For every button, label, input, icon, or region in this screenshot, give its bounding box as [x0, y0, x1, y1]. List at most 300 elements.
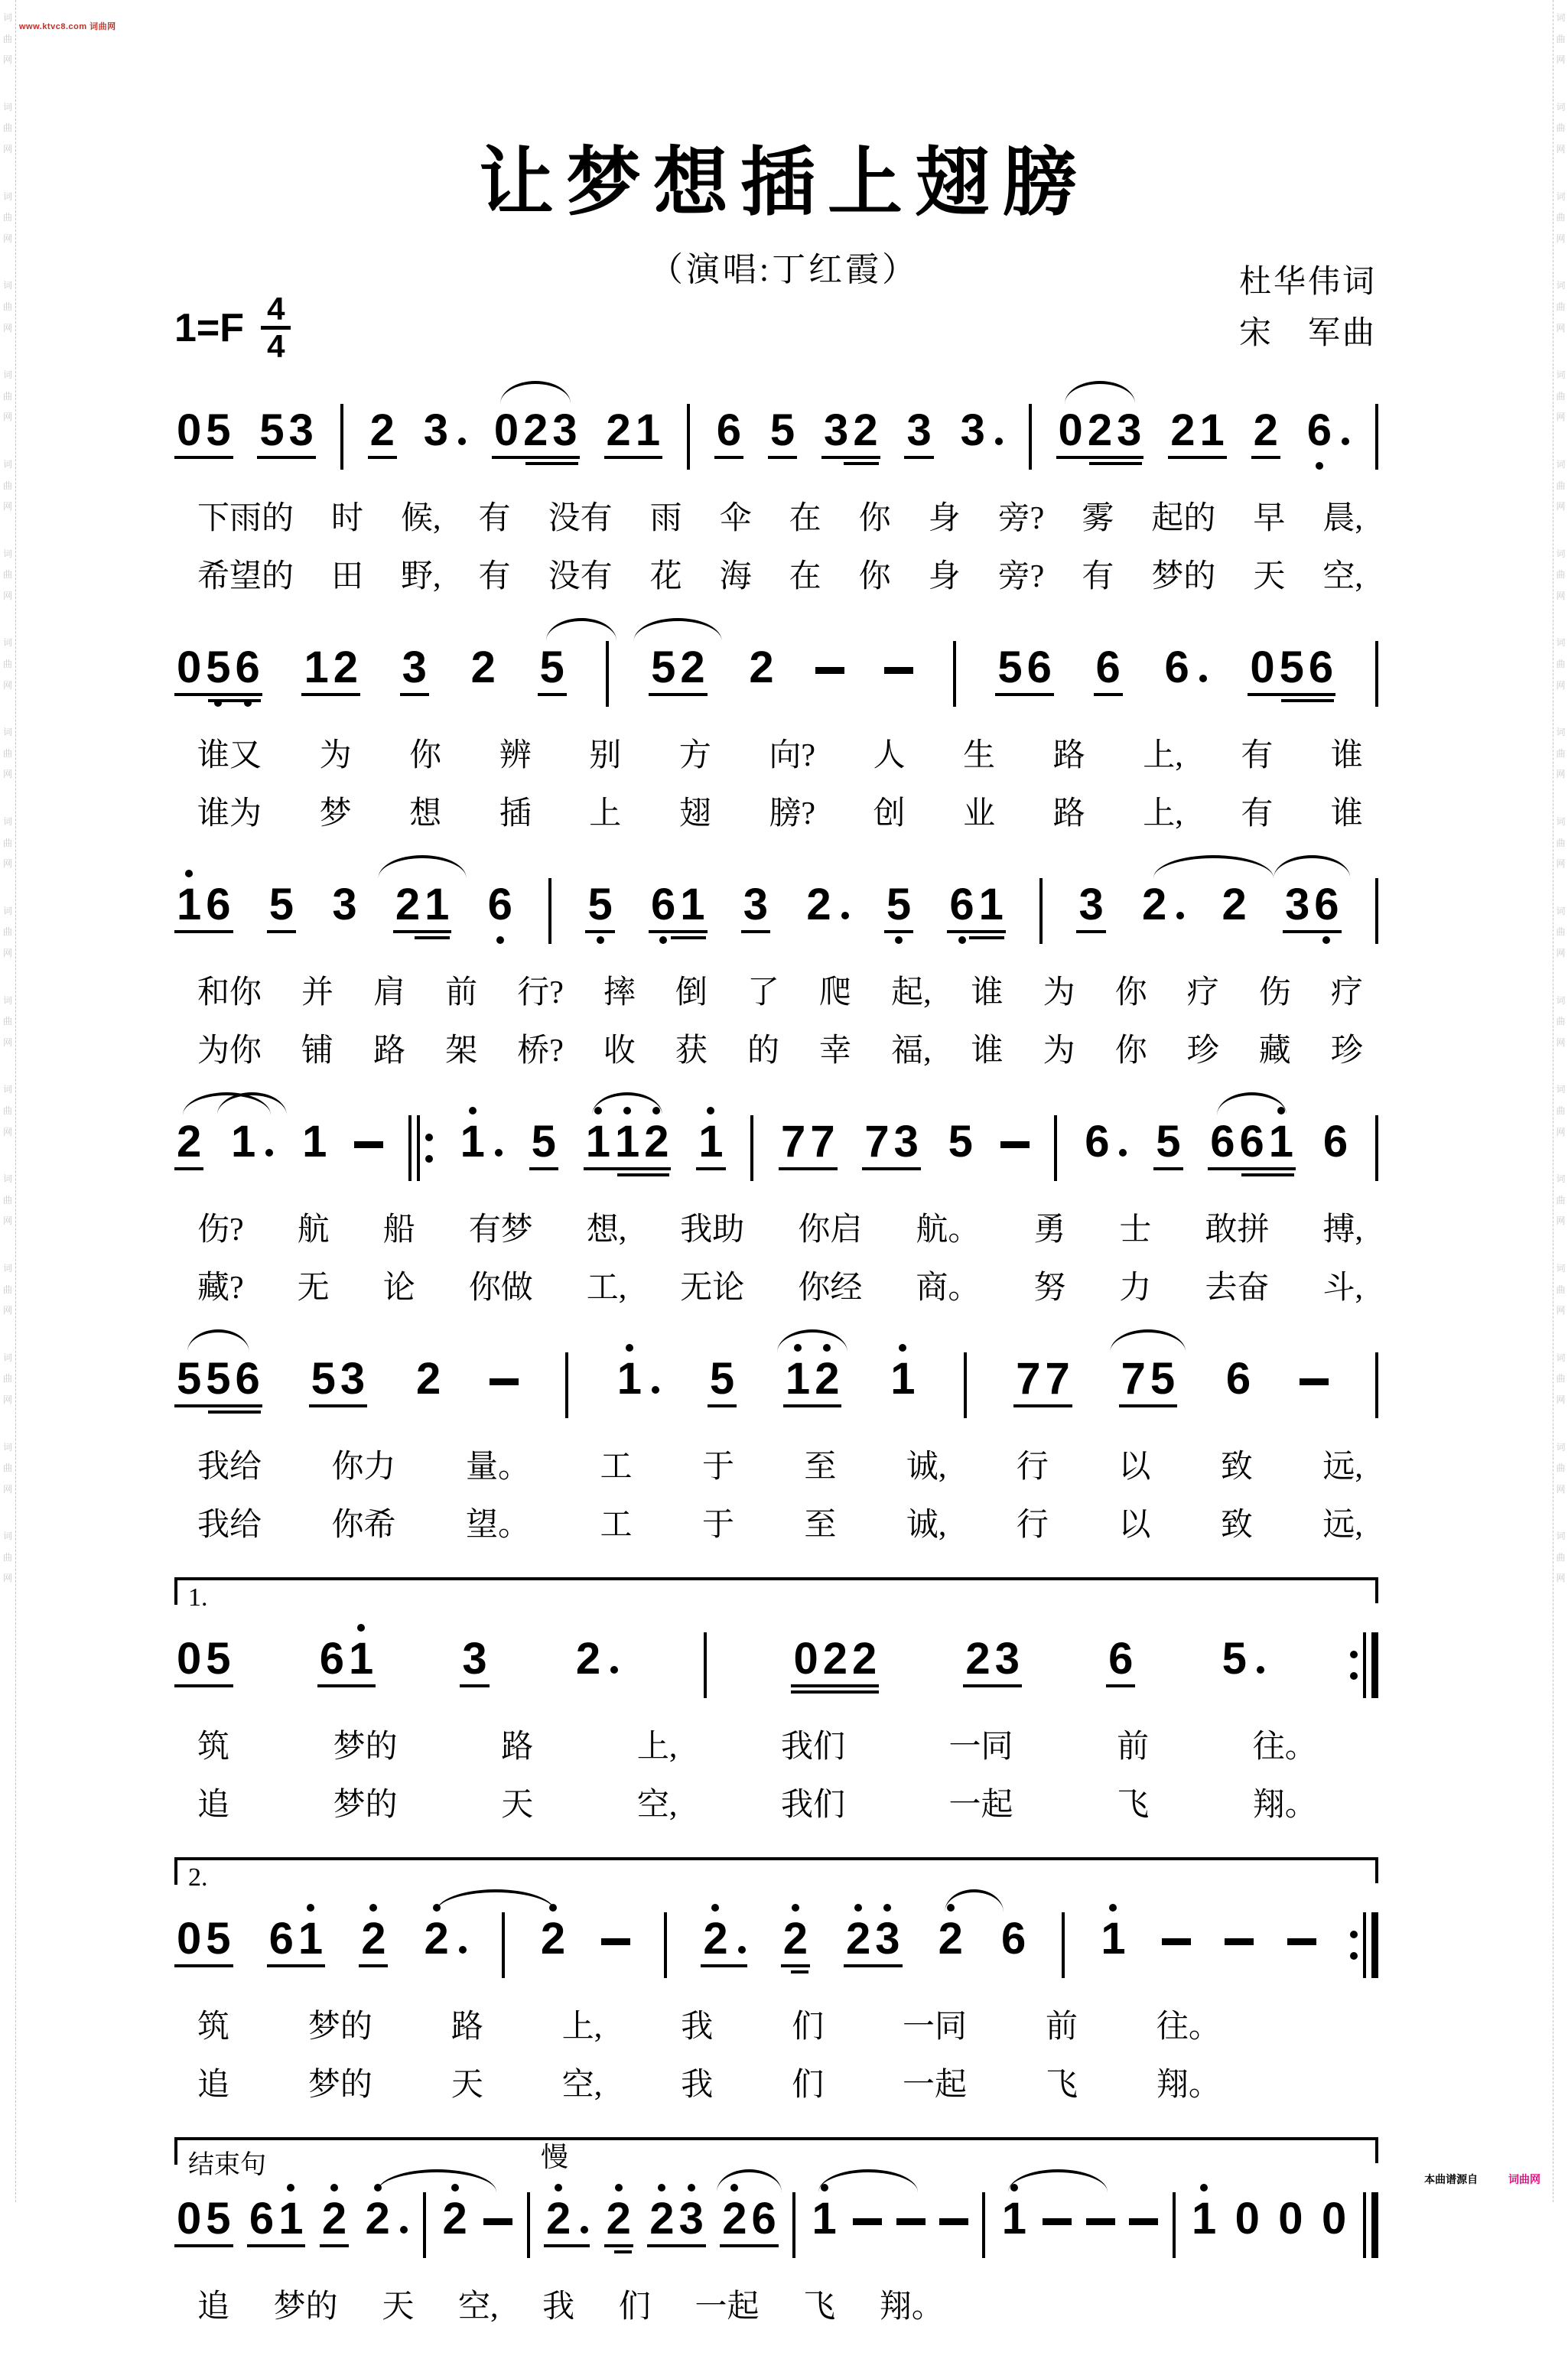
note [958, 392, 987, 453]
note [1148, 1340, 1177, 1404]
ending-bracket [174, 1857, 1378, 1897]
watermark-group [0, 1437, 15, 1501]
note-digit: 0 [177, 643, 202, 692]
watermark-char: 词 [1556, 369, 1566, 381]
lyrics-line [197, 493, 1363, 539]
note-group [486, 866, 515, 927]
note [888, 1340, 917, 1404]
lyrics-block [197, 1441, 1363, 1545]
watermark-char: 曲 [1556, 1016, 1566, 1027]
note [309, 1340, 338, 1404]
note-digit: 1 [460, 1117, 485, 1166]
bar-stroke [1375, 641, 1378, 707]
lyric-syllable: 我给 [197, 1508, 262, 1543]
note [810, 2180, 839, 2241]
lyric-syllable: 伞 [719, 501, 752, 536]
lyric-syllable: 生 [963, 738, 996, 773]
dash-note [884, 667, 913, 674]
barline [953, 629, 956, 707]
watermark-char: 曲 [1556, 1463, 1566, 1474]
dash-note [815, 667, 844, 674]
note-digit: 5 [206, 2194, 231, 2243]
note [741, 866, 770, 927]
lyric-syllable: 天 [451, 2068, 483, 2103]
watermark-char: 词 [2, 190, 12, 202]
low-octave-dot [1322, 936, 1330, 944]
barline [1173, 2180, 1176, 2258]
lyrics-block [197, 1721, 1317, 1825]
beam-line [995, 693, 1054, 696]
site-url-watermark: www.ktvc8.com 词曲网 [19, 22, 116, 31]
footer-source-text: 本曲谱源自 [1424, 2173, 1479, 2185]
note-group [946, 1103, 975, 1164]
note-digit: 5 [587, 880, 613, 929]
note [1000, 2180, 1029, 2241]
note [781, 1900, 810, 1964]
beam-line [174, 1684, 233, 1687]
footer-brand: 词曲网 [1508, 2173, 1540, 2185]
bar-stroke [548, 878, 551, 944]
note-digit: 2 [1253, 405, 1278, 455]
note-group [888, 1340, 917, 1404]
lyric-syllable: 空, [561, 2068, 603, 2103]
barline [606, 629, 609, 707]
lyric-syllable: 梦 [319, 796, 352, 831]
note [229, 1103, 258, 1164]
note-group [781, 1900, 810, 1973]
composer-credit: 宋 军曲 [1238, 316, 1377, 352]
bar-stroke [423, 2192, 426, 2258]
watermark-char: 曲 [2, 1016, 12, 1027]
note-digit: 6 [1026, 643, 1052, 692]
duration-dot [841, 912, 849, 919]
note-group [1305, 392, 1351, 453]
lyric-syllable: 工 [600, 1508, 633, 1543]
watermark-group [1553, 1348, 1568, 1411]
lyric-syllable: 旁? [997, 501, 1045, 536]
note-group [696, 1103, 725, 1170]
note [1277, 629, 1306, 690]
note [460, 1620, 489, 1684]
note-group [174, 629, 262, 702]
end-repeat-barline [1350, 1620, 1378, 1698]
system-7 [174, 1857, 1378, 2105]
watermark-char: 网 [1556, 412, 1566, 423]
begin-repeat-barline [408, 1103, 433, 1181]
lyric-syllable: 空, [1322, 559, 1363, 594]
lyric-syllable: 的 [747, 1033, 779, 1069]
lyric-syllable: 梦的 [273, 2289, 338, 2325]
note-digit: 2 [1087, 405, 1113, 455]
lyric-syllable: 伤 [1258, 975, 1291, 1010]
bar-stroke [408, 1115, 412, 1181]
note-digit: 6 [1308, 643, 1334, 692]
note-digit: 3 [332, 880, 357, 929]
note-group [844, 1900, 903, 1967]
note-digit: 3 [462, 1634, 487, 1684]
lyric-syllable: 方 [678, 738, 711, 773]
notation-row [174, 629, 1378, 707]
note-group [320, 2180, 349, 2247]
lyric-syllable: 士 [1119, 1212, 1152, 1248]
bar-stroke [417, 1115, 420, 1181]
note-group [1276, 2180, 1305, 2241]
watermark-char: 词 [2, 1352, 12, 1363]
lyric-syllable: 一同 [903, 2009, 968, 2045]
watermark-char: 词 [2, 1173, 12, 1185]
watermark-group [0, 454, 15, 518]
left-watermark-strip [0, 0, 16, 2202]
lyric-syllable: 你做 [468, 1271, 533, 1306]
repeat-dots [425, 1115, 433, 1181]
lyric-syllable: 时 [331, 501, 364, 536]
watermark-char: 词 [1556, 1531, 1566, 1542]
watermark-char: 网 [1556, 233, 1566, 244]
watermark-char: 曲 [1556, 1194, 1566, 1206]
note-digit: 3 [875, 1914, 900, 1964]
watermark-group [1553, 991, 1568, 1054]
note [977, 866, 1006, 927]
watermark-group [0, 8, 15, 71]
lyric-syllable: 敢拼 [1205, 1212, 1270, 1248]
barline [704, 1620, 707, 1698]
lyric-syllable: 诚, [906, 1450, 947, 1485]
watermark-char: 曲 [2, 390, 12, 402]
note-digit: 1 [425, 880, 450, 929]
watermark-char: 网 [2, 1483, 12, 1495]
lyric-syllable: 力 [1119, 1271, 1152, 1306]
note-digit: 7 [810, 1117, 835, 1166]
note [850, 1620, 879, 1684]
system-3 [174, 866, 1378, 1071]
barline [1062, 1900, 1065, 1978]
lyric-syllable: 你启 [798, 1212, 863, 1248]
lyric-syllable: 爬 [819, 975, 852, 1010]
watermark-char: 词 [2, 458, 12, 470]
notation-row [174, 1900, 1378, 1978]
beam-line-partial [791, 1970, 808, 1973]
credits-block [1239, 257, 1377, 360]
beam-line [368, 456, 397, 459]
low-octave-dot [1316, 462, 1323, 470]
note-group [884, 866, 913, 933]
note [203, 629, 233, 690]
lyric-syllable: 我们 [780, 1729, 845, 1765]
beam-line [649, 693, 708, 696]
note [458, 1103, 487, 1164]
beam-line [1153, 1167, 1183, 1170]
watermark-group [0, 633, 15, 696]
lyrics-block [197, 2001, 1221, 2105]
note-group [301, 629, 360, 696]
note-digit: 6 [650, 880, 676, 929]
note-group [300, 1103, 329, 1164]
note-group [441, 2180, 470, 2241]
note-group [585, 866, 614, 933]
note-digit: 2 [649, 2194, 675, 2243]
lyric-syllable: 架 [445, 1033, 478, 1069]
lyric-syllable: 伤? [197, 1212, 244, 1248]
watermark-char: 词 [2, 905, 12, 916]
note-digit: 2 [1222, 880, 1247, 929]
barline [1029, 392, 1032, 470]
watermark-char: 网 [2, 948, 12, 958]
beam-line [584, 1167, 672, 1170]
note [1224, 1340, 1253, 1404]
duration-dot [1119, 1149, 1127, 1157]
watermark-group [1553, 812, 1568, 875]
note-digit: 2 [1170, 405, 1196, 455]
lyric-syllable: 了 [747, 975, 779, 1010]
beam-line [1168, 456, 1227, 459]
system-5 [174, 1340, 1378, 1545]
note [1119, 1340, 1148, 1404]
watermark-group [0, 991, 15, 1054]
lyric-syllable: 飞 [1117, 1788, 1150, 1823]
note-group [1119, 1340, 1178, 1407]
note [1114, 392, 1143, 453]
beam-line-partial [671, 936, 706, 939]
lyric-syllable: 航。 [916, 1212, 981, 1248]
note-group [174, 866, 233, 933]
watermark-char: 词 [2, 12, 12, 23]
note-group [708, 1340, 737, 1407]
note-digit: 6 [949, 880, 974, 929]
beam-line [1248, 693, 1335, 696]
barline [1375, 1103, 1378, 1181]
note-digit: 7 [1045, 1354, 1070, 1404]
watermark-char: 网 [2, 1573, 12, 1584]
note [947, 866, 976, 927]
bar-stroke-thick [1371, 1632, 1378, 1698]
note-digit: 3 [824, 405, 849, 455]
note-group [1321, 1103, 1350, 1164]
duration-dot [495, 1149, 503, 1157]
note-digit: 5 [206, 1634, 231, 1684]
system-1 [174, 392, 1378, 597]
watermark-char: 词 [1556, 12, 1566, 23]
note-digit: 2 [424, 1914, 449, 1964]
note [203, 1900, 233, 1964]
beam-line-partial [208, 1411, 261, 1414]
note [642, 1103, 671, 1164]
note [301, 629, 330, 690]
note-digit: 6 [1164, 643, 1189, 692]
note-group [538, 1900, 568, 1964]
beam-line [1283, 930, 1342, 933]
note-digit: 5 [268, 880, 294, 929]
note [421, 392, 451, 453]
lyric-syllable: 你 [858, 559, 891, 594]
note [174, 866, 203, 927]
note-digit: 6 [1108, 1634, 1134, 1684]
lyric-syllable: 航 [297, 1212, 330, 1248]
note-group [584, 1103, 672, 1176]
note-digit: 6 [1000, 1914, 1026, 1964]
lyric-syllable: 上 [589, 796, 622, 831]
lyric-syllable: 勇 [1033, 1212, 1066, 1248]
beam-line-partial [415, 936, 450, 939]
lyric-syllable: 翔。 [879, 2289, 944, 2325]
note [1094, 629, 1123, 690]
lyric-syllable: 你 [1114, 1033, 1147, 1069]
beam-line-partial [969, 936, 1004, 939]
watermark-char: 网 [1556, 948, 1566, 958]
beam-line-partial [614, 2250, 632, 2253]
watermark-char: 网 [2, 54, 12, 66]
watermark-char: 网 [2, 590, 12, 601]
watermark-char: 网 [2, 1126, 12, 1137]
note [544, 2180, 573, 2241]
watermark-char: 曲 [2, 122, 12, 134]
beam-line-partial [617, 1173, 670, 1176]
beam-line [1076, 930, 1105, 933]
beam-line [393, 930, 452, 933]
watermark-group [0, 812, 15, 875]
note-group [1220, 866, 1249, 927]
note-group [701, 1900, 747, 1967]
note-digit: 3 [423, 405, 449, 455]
lyric-syllable: 至 [804, 1450, 837, 1485]
lyric-syllable: 下雨的 [197, 501, 294, 536]
lyric-syllable: 上, [561, 2009, 603, 2045]
watermark-char: 曲 [1556, 1373, 1566, 1384]
lyrics-block [197, 2281, 944, 2327]
watermark-char: 曲 [2, 1551, 12, 1563]
repeat-dot [1350, 1651, 1358, 1658]
lyric-syllable: 往。 [1252, 1729, 1317, 1765]
note-group [363, 2180, 409, 2241]
lyrics-block [197, 493, 1363, 597]
dash-note [1225, 1938, 1254, 1945]
note-digit: 3 [340, 1354, 366, 1404]
note [414, 1340, 443, 1404]
note-group [747, 629, 776, 690]
dash-note [1129, 2218, 1158, 2225]
watermark-group [1553, 1437, 1568, 1501]
note-digit: 3 [1117, 405, 1142, 455]
note-group [791, 1620, 879, 1694]
lyric-syllable: 于 [701, 1508, 734, 1543]
watermark-group [0, 544, 15, 607]
watermark-char: 词 [2, 994, 12, 1006]
beam-line-partial [1241, 1173, 1294, 1176]
watermark-char: 网 [1556, 590, 1566, 601]
lyric-syllable: 田 [331, 559, 364, 594]
note-digit: 1 [231, 1117, 256, 1166]
note [267, 866, 296, 927]
watermark-char: 曲 [1556, 747, 1566, 759]
watermark-char: 词 [2, 1084, 12, 1095]
lyric-syllable: 工, [586, 1271, 627, 1306]
watermark-char: 曲 [1556, 837, 1566, 848]
lyric-syllable: 倒 [675, 975, 708, 1010]
watermark-char: 词 [1556, 1173, 1566, 1185]
watermark-char: 曲 [2, 1373, 12, 1384]
lyric-syllable: 雾 [1082, 501, 1114, 536]
key-signature: 1=F [174, 305, 245, 350]
note-digit: 1 [614, 1117, 640, 1166]
beam-line [174, 2244, 233, 2247]
duration-dot [458, 438, 466, 445]
lyrics-line [197, 1262, 1363, 1308]
note-digit: 1 [348, 1634, 374, 1684]
dash-note [1287, 1938, 1316, 1945]
note [904, 392, 933, 453]
note [1306, 629, 1335, 690]
beam-line [492, 456, 580, 459]
note [851, 392, 880, 453]
barline [527, 2180, 530, 2258]
repeat-dot [1350, 1672, 1358, 1680]
lyric-syllable: 疗 [1330, 975, 1363, 1010]
low-octave-dot [244, 699, 252, 707]
note-group [492, 392, 580, 465]
system-8 [174, 2137, 1378, 2327]
beam-line [904, 456, 933, 459]
duration-dot [400, 2226, 408, 2234]
note-digit: 2 [523, 405, 548, 455]
bar-stroke [1375, 404, 1378, 470]
lyrics-line [197, 2281, 944, 2327]
lyric-syllable: 旁? [997, 559, 1045, 594]
note [1140, 866, 1169, 927]
performer-subtitle: （演唱:丁红霞） [649, 251, 919, 288]
watermark-char: 网 [1556, 769, 1566, 780]
note-group [469, 629, 498, 690]
beam-line [400, 693, 429, 696]
note-digit: 2 [815, 1354, 840, 1404]
watermark-char: 曲 [2, 659, 12, 670]
watermark-char: 网 [2, 143, 12, 155]
note [574, 1620, 603, 1684]
watermark-char: 曲 [1556, 480, 1566, 491]
lyric-syllable: 上, [1143, 796, 1183, 831]
note-digit: 3 [288, 405, 314, 455]
lyric-syllable: 一起 [695, 2289, 760, 2325]
meter-numerator: 4 [261, 292, 291, 330]
note [768, 392, 797, 453]
lyric-syllable: 福, [891, 1033, 932, 1069]
note-group [810, 2180, 839, 2241]
watermark-group [1553, 722, 1568, 786]
note-group [309, 1340, 368, 1407]
lyric-syllable: 空, [457, 2289, 499, 2325]
watermark-group [1553, 633, 1568, 696]
barline [423, 2180, 426, 2258]
low-octave-dot [597, 936, 604, 944]
note [821, 1620, 850, 1684]
note [538, 1900, 568, 1964]
note [441, 2180, 470, 2241]
note-digit: 0 [493, 405, 519, 455]
lyric-syllable: 以 [1118, 1450, 1151, 1485]
lyric-syllable: 谁 [1330, 796, 1363, 831]
watermark-group [0, 1348, 15, 1411]
note-digit: 0 [1278, 2194, 1303, 2243]
note-group [604, 2180, 633, 2253]
lyric-syllable: 为 [1043, 1033, 1075, 1069]
bar-stroke [664, 1912, 667, 1978]
watermark-char: 网 [1556, 1126, 1566, 1137]
note [331, 629, 360, 690]
lyric-syllable: 候, [401, 501, 441, 536]
note [995, 629, 1024, 690]
note-group [604, 392, 663, 459]
notation-row [174, 1103, 1378, 1181]
note-group [174, 1620, 233, 1687]
bar-stroke [687, 404, 690, 470]
